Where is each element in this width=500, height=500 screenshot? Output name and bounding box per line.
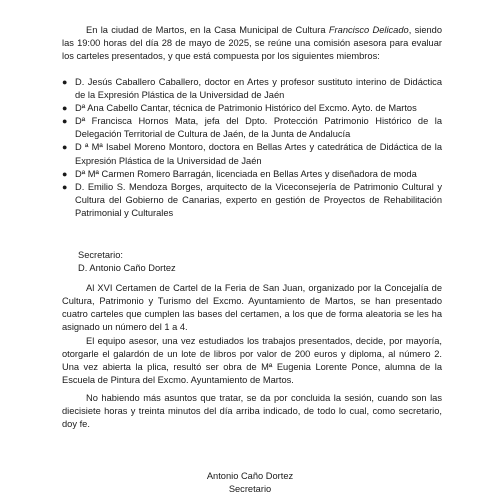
signature-name: Antonio Caño Dortez <box>206 471 294 481</box>
secretary-label: Secretario: <box>78 250 123 260</box>
bullet-icon: ● <box>62 116 68 127</box>
members-list <box>62 76 442 220</box>
intro-text-part1: En la ciudad de Martos, en la Casa Municipal de Cultura <box>86 25 329 35</box>
intro-paragraph <box>62 24 442 63</box>
member-text: Dª Francisca Hornos Mata, jefa del Dpto. Protección Patrimonio Histórico de la Delegación Territorial de Cultura de Jaén, de la Junta de Andalucía <box>75 116 442 140</box>
list-item <box>62 102 442 115</box>
secretary-name: D. Antonio Caño Dortez <box>78 263 176 274</box>
signature-block <box>160 470 340 496</box>
member-text: D. Jesús Caballero Caballero, doctor en Artes y profesor sustituto interino de Didáctica de la Expresión Plástica de la Universidad de Jaén <box>75 77 442 101</box>
decision-paragraph: El equipo asesor, una vez estudiados los trabajos presentados, decide, por mayoría, otorgarle el galardón de un lote de libros por valor de 200 euros y diploma, al número 2. Una vez abierta la plica, resultó ser obra de Mª Eugenia Lorente Ponce, alumna de la Escuela de Pintura del Excmo. Ayuntamiento de Martos. <box>62 336 442 386</box>
bullet-icon: ● <box>62 168 68 179</box>
member-text: D ª Mª Isabel Moreno Montoro, doctora en Bellas Artes y catedrática de Didáctica de la Expresión Plástica de la Universidad de Jaén <box>75 142 442 166</box>
intro-text-part2: , siendo las 19:00 horas del día 28 de mayo de 2025, se reúne una comisión asesora para evaluar los carteles presentados, y que está compuesta por los siguientes miembros: <box>62 25 442 62</box>
member-text: D. Emilio S. Mendoza Borges, arquitecto de la Viceconsejería de Patrimonio Cultural y Cultura del Gobierno de Canarias, experto en gestión de Proyectos de Rehabilitación Patrimonial y Culturales <box>75 181 442 218</box>
list-item <box>62 115 442 141</box>
contest-paragraph: Al XVI Certamen de Cartel de la Feria de San Juan, organizado por la Concejalía de Cultura, Patrimonio y Turismo del Excmo. Ayuntamiento de Martos, se han presentado cuatro carteles que cumplen las bases del certamen, a los que de forma aleatoria se les ha asignado un número del 1 a 4. <box>62 283 442 333</box>
secretary-block <box>78 249 176 275</box>
list-item <box>62 76 442 102</box>
list-item <box>62 168 442 181</box>
list-item <box>62 141 442 167</box>
bullet-icon: ● <box>62 181 68 192</box>
signature-role: Secretario <box>228 484 272 495</box>
bullet-icon: ● <box>62 142 68 153</box>
member-text: Dª Mª Carmen Romero Barragán, licenciada en Bellas Artes y diseñadora de moda <box>75 168 417 179</box>
venue-name: Francisco Delicado <box>328 25 409 35</box>
bullet-icon: ● <box>62 77 68 87</box>
closing-paragraph: No habiendo más asuntos que tratar, se da por concluida la sesión, cuando son las diecisiete horas y treinta minutos del día arriba indicado, de todo lo cual, como secretario, doy fe. <box>62 393 442 430</box>
bullet-icon: ● <box>62 103 68 114</box>
list-item <box>62 181 442 220</box>
member-text: Dª Ana Cabello Cantar, técnica de Patrimonio Histórico del Excmo. Ayto. de Martos <box>75 103 417 114</box>
